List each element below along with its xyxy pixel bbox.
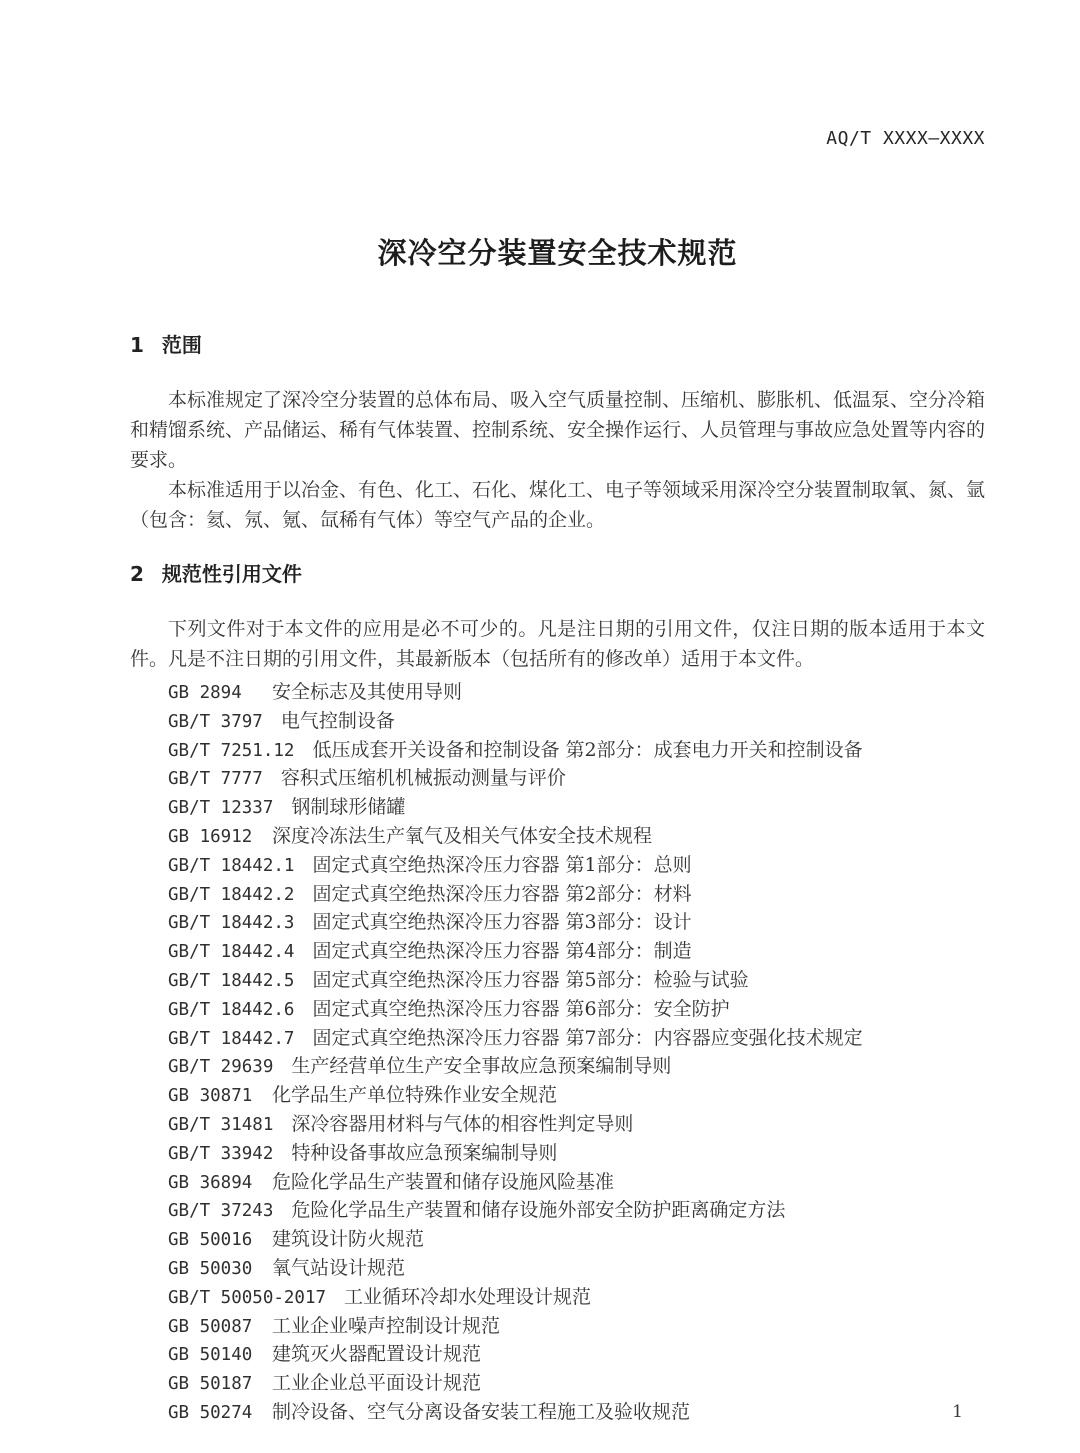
reference-item [130, 1284, 985, 1313]
reference-code: GB 36894 [168, 1172, 253, 1193]
reference-title: 危险化学品生产装置和储存设施风险基准 [272, 1170, 615, 1193]
reference-item [130, 708, 985, 737]
reference-title: 特种设备事故应急预案编制导则 [291, 1141, 558, 1164]
section-2-heading [130, 561, 985, 587]
reference-item [130, 679, 985, 708]
reference-code: GB 50030 [168, 1258, 253, 1279]
section-2-number: 2 [130, 562, 144, 586]
reference-title: 钢制球形储罐 [291, 796, 406, 819]
standard-number: AQ/T XXXX—XXXX [826, 128, 985, 149]
reference-code: GB/T 3797 [168, 711, 263, 732]
reference-item [130, 1255, 985, 1284]
reference-item [130, 938, 985, 967]
reference-list [130, 679, 985, 1428]
reference-code: GB/T 7251.12 [168, 740, 295, 761]
reference-item [130, 1169, 985, 1198]
reference-title: 安全标志及其使用导则 [272, 681, 463, 703]
reference-title: 固定式真空绝热深冷压力容器 第6部分：安全防护 [312, 997, 730, 1020]
reference-title: 工业企业总平面设计规范 [272, 1372, 482, 1395]
reference-code: GB/T 37243 [168, 1201, 274, 1222]
reference-item [130, 909, 985, 938]
reference-code: GB/T 18442.2 [168, 884, 295, 905]
reference-title: 电气控制设备 [280, 709, 395, 732]
reference-code: GB 50087 [168, 1316, 253, 1337]
reference-item [130, 852, 985, 881]
reference-code: GB 50016 [168, 1230, 253, 1251]
reference-title: 工业循环冷却水处理设计规范 [344, 1285, 592, 1308]
reference-title: 危险化学品生产装置和储存设施外部安全防护距离确定方法 [291, 1199, 786, 1222]
section-1-body [130, 385, 985, 535]
reference-item [130, 1370, 985, 1399]
reference-item [130, 1226, 985, 1255]
reference-code: GB/T 18442.3 [168, 913, 295, 934]
reference-item [130, 967, 985, 996]
section-2-body [130, 614, 985, 674]
reference-code: GB 50274 [168, 1402, 253, 1423]
reference-title: 工业企业噪声控制设计规范 [272, 1314, 501, 1337]
reference-title: 固定式真空绝热深冷压力容器 第3部分：设计 [312, 911, 692, 934]
reference-item [130, 1082, 985, 1111]
reference-title: 建筑灭火器配置设计规范 [272, 1343, 482, 1366]
reference-code: GB/T 18442.5 [168, 970, 295, 991]
scope-paragraph-2: 本标准适用于以冶金、有色、化工、石化、煤化工、电子等领域采用深冷空分装置制取氧、氮、氩（包含：氦、氖、氪、氙稀有气体）等空气产品的企业。 [130, 479, 986, 531]
reference-code: GB/T 50050-2017 [168, 1287, 327, 1308]
reference-item [130, 1313, 985, 1342]
reference-title: 容积式压缩机机械振动测量与评价 [280, 767, 566, 790]
scope-paragraph-1: 本标准规定了深冷空分装置的总体布局、吸入空气质量控制、压缩机、膨胀机、低温泵、空分冷箱和精馏系统、产品储运、稀有气体装置、控制系统、安全操作运行、人员管理与事故应急处置等内容的要求。 [130, 389, 986, 471]
reference-title: 固定式真空绝热深冷压力容器 第2部分：材料 [312, 882, 692, 905]
reference-title: 深度冷冻法生产氧气及相关气体安全技术规程 [272, 824, 653, 847]
section-1-heading [130, 332, 985, 358]
reference-title: 生产经营单位生产安全事故应急预案编制导则 [291, 1055, 672, 1078]
reference-code: GB 50187 [168, 1374, 253, 1395]
reference-code: GB/T 29639 [168, 1057, 274, 1078]
section-1-title: 范围 [161, 333, 202, 357]
reference-title: 建筑设计防火规范 [272, 1228, 425, 1251]
reference-item [130, 1053, 985, 1082]
reference-item [130, 794, 985, 823]
reference-title: 氧气站设计规范 [272, 1256, 406, 1279]
page-header [130, 128, 985, 150]
reference-item [130, 1025, 985, 1054]
reference-code: GB/T 12337 [168, 798, 274, 819]
reference-code: GB/T 18442.7 [168, 1028, 295, 1049]
reference-item [130, 881, 985, 910]
reference-code: GB/T 31481 [168, 1114, 274, 1135]
reference-title: 深冷容器用材料与气体的相容性判定导则 [291, 1112, 634, 1135]
reference-code: GB 50140 [168, 1345, 253, 1366]
reference-title: 化学品生产单位特殊作业安全规范 [272, 1084, 558, 1107]
reference-code: GB/T 18442.6 [168, 999, 295, 1020]
references-intro-paragraph: 下列文件对于本文件的应用是必不可少的。凡是注日期的引用文件，仅注日期的版本适用于本文件。凡是不注日期的引用文件，其最新版本（包括所有的修改单）适用于本文件。 [130, 618, 985, 670]
reference-title: 固定式真空绝热深冷压力容器 第4部分：制造 [312, 940, 692, 963]
reference-code: GB/T 33942 [168, 1143, 274, 1164]
reference-code: GB 2894 [168, 683, 242, 703]
reference-code: GB/T 18442.1 [168, 855, 295, 876]
document-title: 深冷空分装置安全技术规范 [377, 236, 738, 270]
reference-item [130, 1197, 985, 1226]
reference-item [130, 1111, 985, 1140]
reference-item [130, 1140, 985, 1169]
section-2-title: 规范性引用文件 [161, 562, 302, 586]
reference-item [130, 1399, 985, 1428]
reference-title: 低压成套开关设备和控制设备 第2部分：成套电力开关和控制设备 [312, 738, 863, 761]
reference-code: GB 30871 [168, 1086, 253, 1107]
reference-item [130, 1341, 985, 1370]
reference-code: GB/T 18442.4 [168, 942, 295, 963]
reference-title: 固定式真空绝热深冷压力容器 第1部分：总则 [312, 853, 692, 876]
reference-item [130, 737, 985, 766]
page-number: 1 [952, 1402, 963, 1422]
reference-item [130, 765, 985, 794]
reference-code: GB 16912 [168, 826, 253, 847]
section-normative-references [130, 561, 985, 1428]
reference-item [130, 996, 985, 1025]
reference-code: GB/T 7777 [168, 769, 263, 790]
reference-title: 固定式真空绝热深冷压力容器 第5部分：检验与试验 [312, 968, 749, 991]
section-1-number: 1 [130, 333, 144, 357]
reference-title: 制冷设备、空气分离设备安装工程施工及验收规范 [272, 1400, 691, 1423]
reference-title: 固定式真空绝热深冷压力容器 第7部分：内容器应变强化技术规定 [312, 1026, 863, 1049]
section-scope [130, 332, 985, 535]
reference-item [130, 823, 985, 852]
